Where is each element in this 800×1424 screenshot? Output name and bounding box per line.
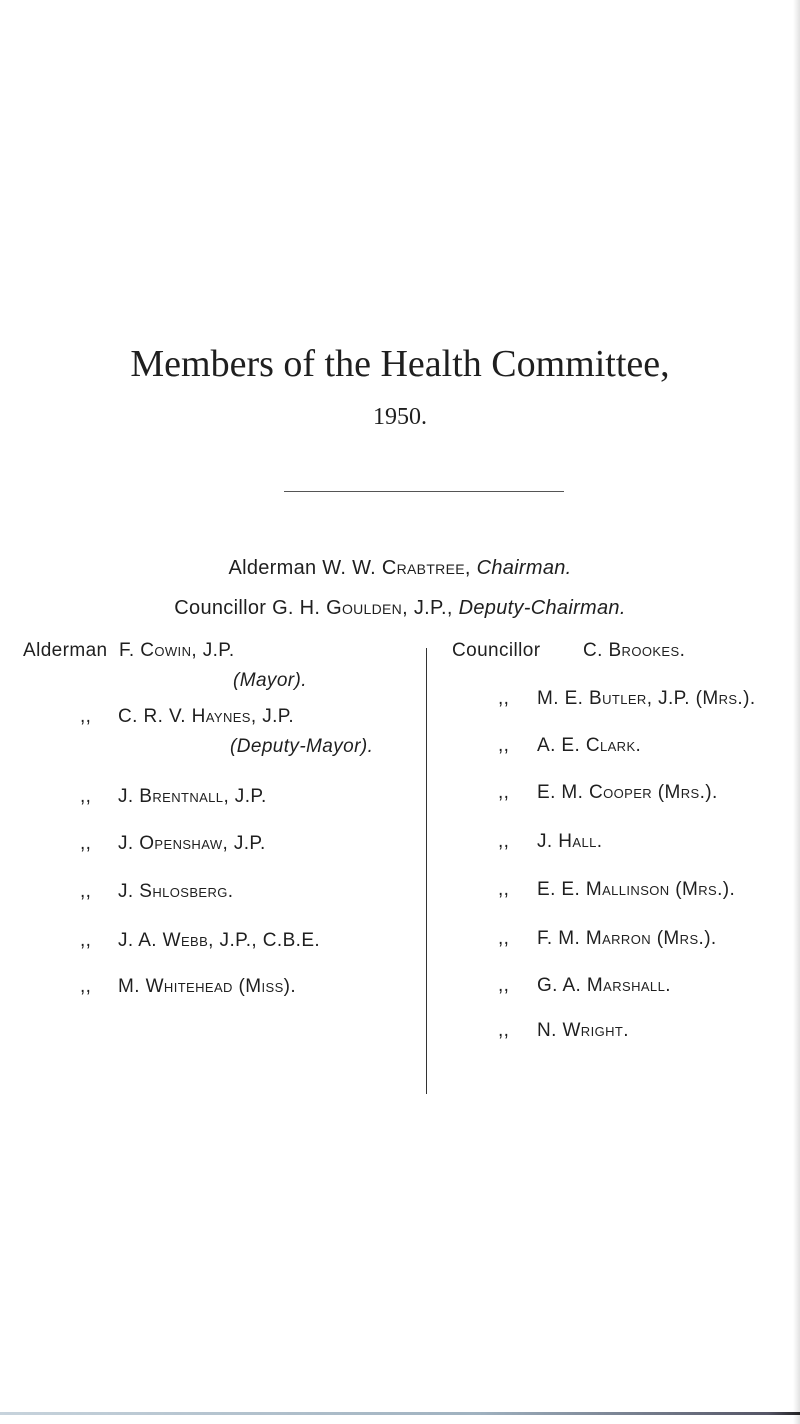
member-entry: E. E. Mallinson (Mrs.). [537, 879, 736, 900]
column-divider [426, 648, 427, 1094]
year: 1950. [373, 404, 427, 430]
ditto-mark: ,, [80, 833, 92, 854]
member-note: (Deputy-Mayor). [230, 736, 374, 757]
page-edge-shadow [793, 0, 800, 1424]
chairman-prefix: Alderman W. W. [228, 557, 377, 579]
member-entry: F. Cowin, J.P. [119, 640, 235, 661]
deputy-chairman-honours: , J.P., [402, 597, 459, 619]
member-note: (Mayor). [233, 670, 307, 691]
member-entry: A. E. Clark. [537, 735, 642, 756]
ditto-mark: ,, [80, 881, 92, 902]
scan-bottom-edge [0, 1412, 800, 1415]
member-entry: J. A. Webb, J.P., C.B.E. [118, 930, 321, 951]
ditto-mark: ,, [498, 782, 510, 803]
member-entry: F. M. Marron (Mrs.). [537, 928, 717, 949]
member-entry: J. Hall. [537, 831, 603, 852]
deputy-chairman-role: Deputy-Chairman. [458, 597, 626, 619]
member-entry: J. Shlosberg. [118, 881, 234, 902]
councillors-title: Councillor [452, 640, 541, 661]
ditto-mark: ,, [498, 1020, 510, 1041]
member-entry: J. Openshaw, J.P. [118, 833, 266, 854]
ditto-mark: ,, [498, 928, 510, 949]
ditto-mark: ,, [80, 706, 92, 727]
member-entry: M. E. Butler, J.P. (Mrs.). [537, 688, 756, 709]
member-entry: N. Wright. [537, 1020, 629, 1041]
member-entry: C. R. V. Haynes, J.P. [118, 706, 295, 727]
member-entry: M. Whitehead (Miss). [118, 976, 297, 997]
ditto-mark: ,, [498, 879, 510, 900]
chairman-surname: Crabtree [381, 557, 465, 579]
title-divider [284, 491, 564, 492]
deputy-chairman-surname: Goulden [326, 597, 403, 619]
ditto-mark: ,, [498, 688, 510, 709]
member-entry: E. M. Cooper (Mrs.). [537, 782, 718, 803]
member-entry: C. Brookes. [583, 640, 686, 661]
ditto-mark: ,, [498, 831, 510, 852]
chairman-role: Chairman. [476, 557, 572, 579]
member-entry: G. A. Marshall. [537, 975, 671, 996]
member-entry: J. Brentnall, J.P. [118, 786, 267, 807]
chairman-line: Alderman W. W. Crabtree, Chairman. [228, 557, 572, 579]
ditto-mark: ,, [80, 786, 92, 807]
ditto-mark: ,, [498, 735, 510, 756]
ditto-mark: ,, [80, 976, 92, 997]
ditto-mark: ,, [80, 930, 92, 951]
aldermen-title: Alderman [23, 640, 108, 661]
deputy-chairman-prefix: Councillor G. H. [174, 597, 321, 619]
deputy-chairman-line [0, 596, 800, 620]
ditto-mark: ,, [498, 975, 510, 996]
page-title: Members of the Health Committee, [130, 343, 670, 385]
